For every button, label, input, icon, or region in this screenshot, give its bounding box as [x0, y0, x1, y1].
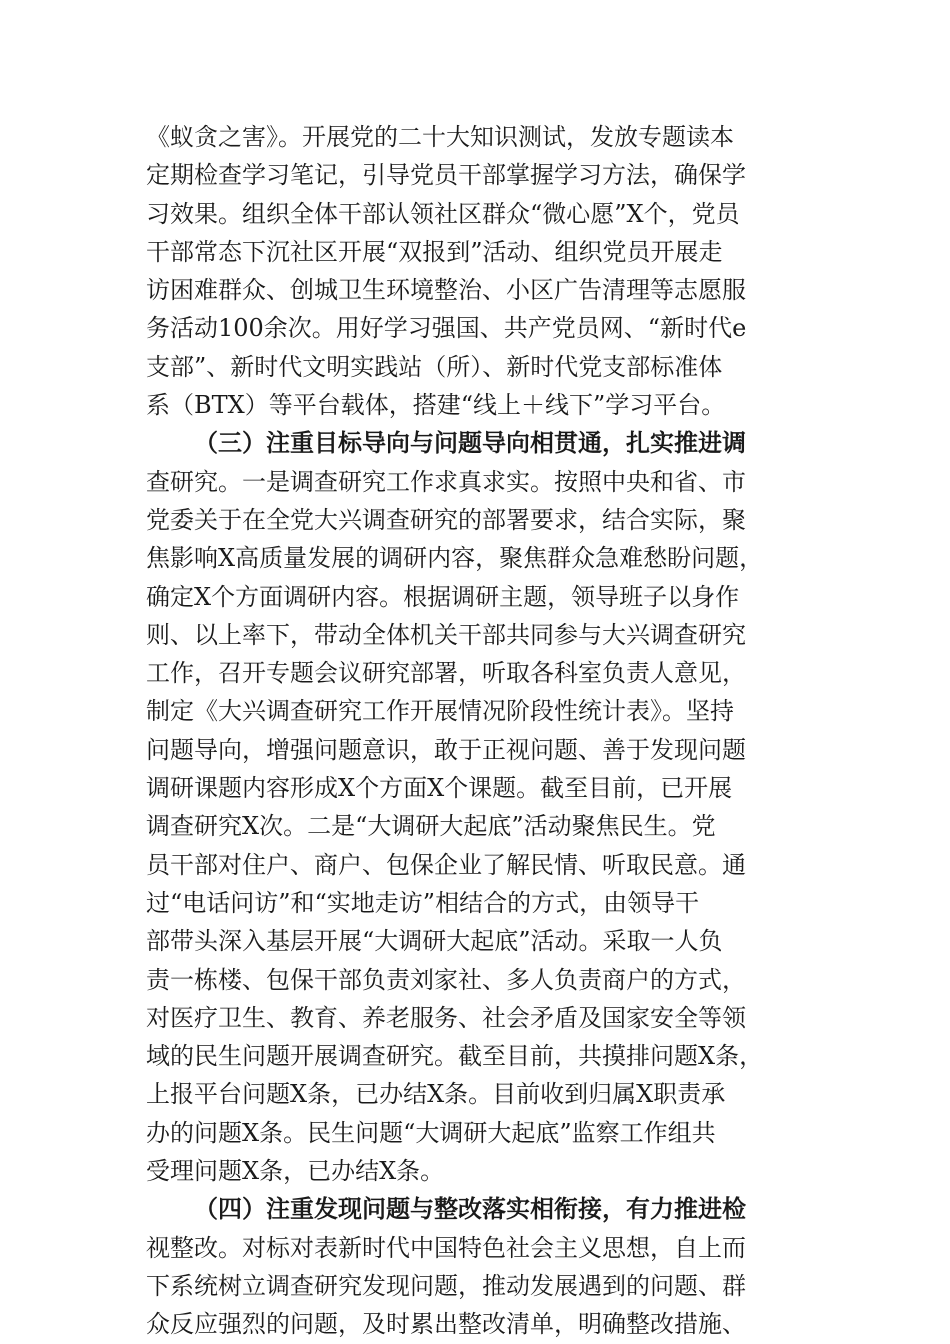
paragraph-line: 确定X个方面调研内容。根据调研主题，领导班子以身作 — [146, 582, 740, 611]
paragraph-line: 问题导向，增强问题意识，敢于正视问题、善于发现问题 — [146, 735, 746, 764]
section-heading-line: （三）注重目标导向与问题导向相贯通，扎实推进调 — [194, 428, 746, 458]
paragraph-line: 对医疗卫生、教育、养老服务、社会矛盾及国家安全等领 — [146, 1003, 746, 1032]
paragraph-line: 《蚁贪之害》。开展党的二十大知识测试，发放专题读本 — [146, 123, 734, 151]
paragraph-line: 则、以上率下，带动全体机关干部共同参与大兴调查研究 — [146, 620, 746, 649]
paragraph-line: 调查研究X次。二是“大调研大起底”活动聚焦民生。党 — [146, 812, 716, 841]
paragraph-line: 部带头深入基层开展“大调研大起底”活动。采取一人负 — [146, 927, 723, 956]
paragraph-line: 定期检查学习笔记，引导党员干部掌握学习方法，确保学 — [146, 161, 746, 190]
paragraph-line: 域的民生问题开展调查研究。截至目前，共摸排问题X条， — [146, 1042, 764, 1071]
paragraph-line: 责一栋楼、包保干部负责刘家社、多人负责商户的方式， — [146, 965, 746, 994]
paragraph-line: 办的问题X条。民生问题“大调研大起底”监察工作组共 — [146, 1118, 716, 1147]
paragraph-line: 调研课题内容形成X个方面X个课题。截至目前，已开展 — [146, 774, 733, 803]
paragraph-line: 支部”、新时代文明实践站（所）、新时代党支部标准体 — [146, 352, 723, 381]
paragraph-line: 工作，召开专题会议研究部署，听取各科室负责人意见， — [146, 659, 746, 688]
section-heading-line: （四）注重发现问题与整改落实相衔接，有力推进检 — [194, 1194, 746, 1224]
paragraph-line: 受理问题X条，已办结X条。 — [146, 1157, 445, 1186]
paragraph-line: 上报平台问题X条，已办结X条。目前收到归属X职责承 — [146, 1080, 726, 1109]
paragraph-line: 习效果。组织全体干部认领社区群众“微心愿”X个，党员 — [146, 199, 740, 228]
paragraph-line: 员干部对住户、商户、包保企业了解民情、听取民意。通 — [146, 850, 746, 879]
paragraph-line: 众反应强烈的问题，及时累出整改清单，明确整改措施、 — [146, 1310, 746, 1339]
paragraph-line: 党委关于在全党大兴调查研究的部署要求，结合实际，聚 — [146, 505, 746, 534]
paragraph-line: 干部常态下沉社区开展“双报到”活动、组织党员开展走 — [146, 237, 723, 266]
paragraph-line: 务活动100余次。用好学习强国、共产党员网、“新时代e — [146, 314, 747, 343]
paragraph-line: 系（BTX）等平台载体，搭建“线上＋线下”学习平台。 — [146, 391, 726, 420]
paragraph-line: 下系统树立调查研究发现问题，推动发展遇到的问题、群 — [146, 1271, 746, 1300]
document-body — [146, 118, 812, 1344]
paragraph-line: 视整改。对标对表新时代中国特色社会主义思想，自上而 — [146, 1233, 746, 1262]
paragraph-line: 过“电话问访”和“实地走访”相结合的方式，由领导干 — [146, 888, 700, 917]
paragraph-line: 查研究。一是调查研究工作求真求实。按照中央和省、市 — [146, 467, 746, 496]
paragraph-line: 访困难群众、创城卫生环境整治、小区广告清理等志愿服 — [146, 276, 746, 305]
paragraph-line: 制定《大兴调查研究工作开展情况阶段性统计表》。坚持 — [146, 697, 734, 726]
paragraph-line: 焦影响X高质量发展的调研内容，聚焦群众急难愁盼问题， — [146, 544, 764, 573]
